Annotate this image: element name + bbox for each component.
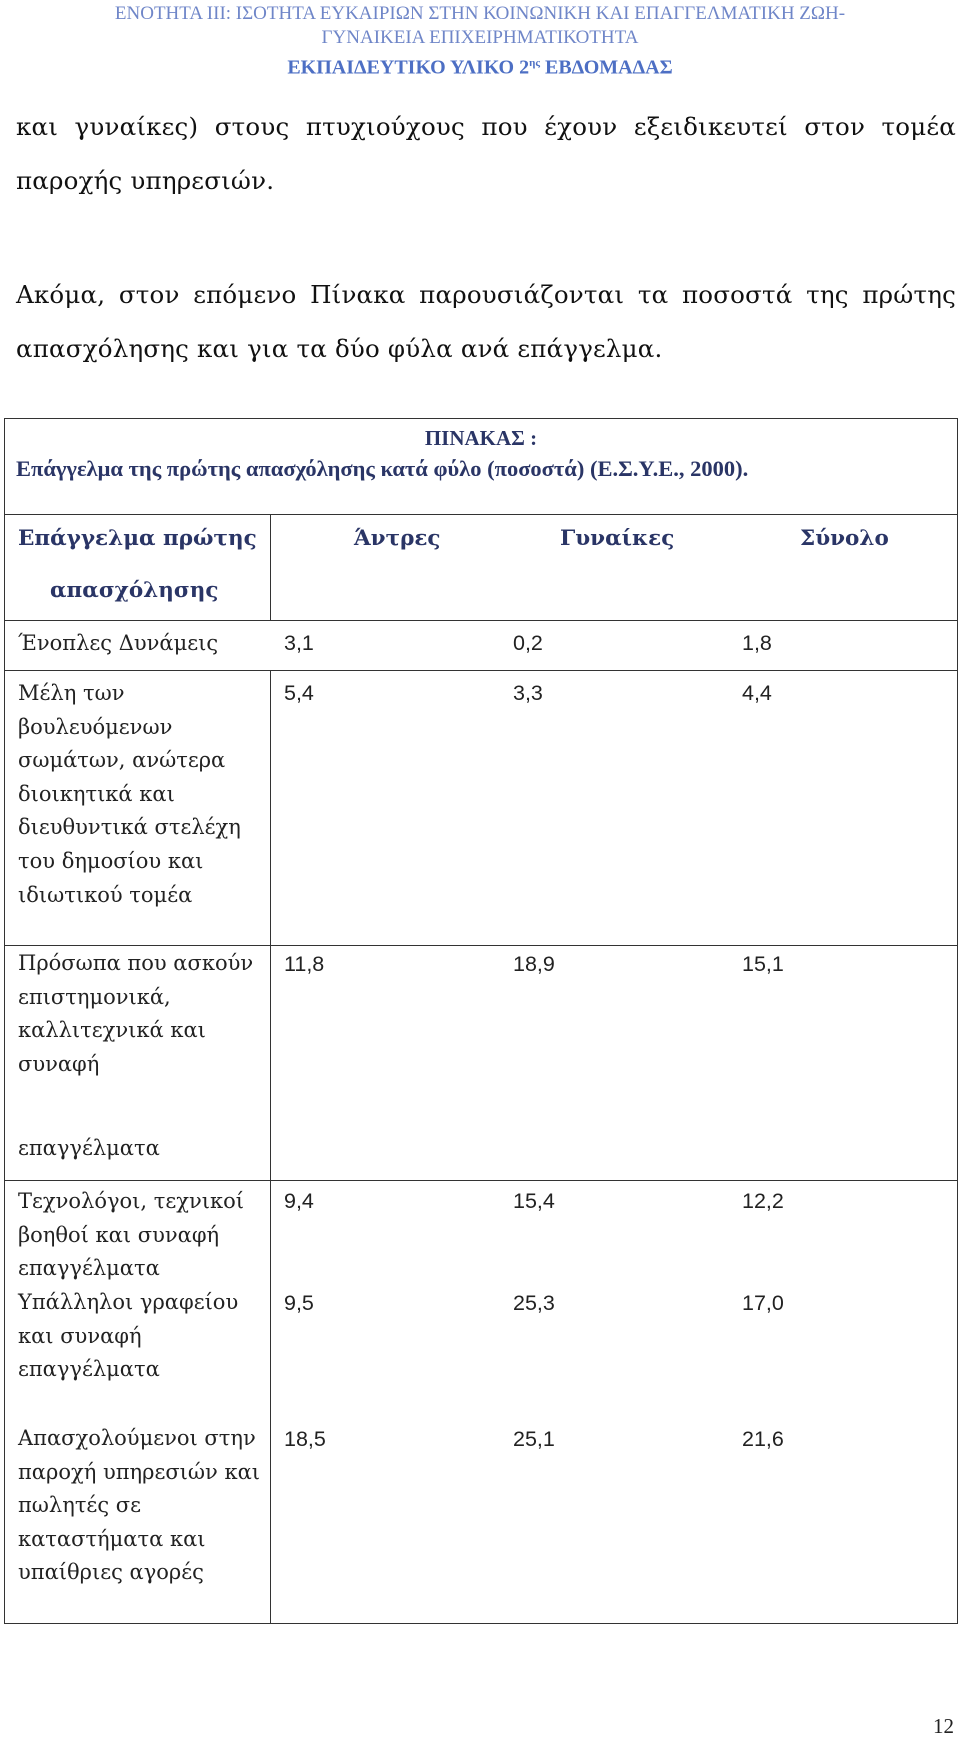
table-column-rule (270, 514, 271, 620)
table-rule (4, 620, 958, 621)
cell-women: 25,3 (513, 1291, 555, 1315)
cell-total: 17,0 (742, 1291, 784, 1315)
body-paragraph-2: Ακόμα, στον επόμενο Πίνακα παρουσιάζονται τα ποσοστά της πρώτης απασχόλησης και για τα δύο φύλα ανά επάγγελμα. (16, 280, 956, 363)
cell-total: 21,6 (742, 1427, 784, 1451)
cell-men: 9,5 (284, 1291, 314, 1315)
row-label: Ένοπλες Δυνάμεις (18, 631, 219, 655)
cell-men: 5,4 (284, 681, 314, 705)
cell-men: 11,8 (284, 952, 325, 976)
header-line-3 (0, 51, 960, 80)
cell-women: 0,2 (513, 631, 543, 655)
row-label: Υπάλληλοι γραφείου και συναφή επαγγέλματα (18, 1290, 239, 1382)
cell-women: 18,9 (513, 952, 555, 976)
cell-total: 4,4 (742, 681, 772, 705)
header-men: Άντρες (354, 526, 441, 551)
row-label: Πρόσωπα που ασκούν επιστημονικά, καλλιτεχνικά και συναφή (18, 951, 254, 1076)
header-line-1: ΕΝΟΤΗΤΑ ΙΙΙ: ΙΣΟΤΗΤΑ ΕΥΚΑΙΡΙΩΝ ΣΤΗΝ ΚΟΙΝΩΝΙΚΗ ΚΑΙ ΕΠΑΓΓΕΛΜΑΤΙΚΗ ΖΩΗ- (114, 3, 846, 24)
cell-total: 1,8 (742, 631, 772, 655)
body-paragraph-1: και γυναίκες) στους πτυχιούχους που έχουν εξειδικευτεί στον τομέα παροχής υπηρεσιών. (16, 112, 956, 195)
table-rule (4, 514, 958, 515)
cell-total: 15,1 (742, 952, 784, 976)
cell-men: 9,4 (284, 1189, 314, 1213)
header-line-3-end: ΕΒΔΟΜΑΔΑΣ (539, 56, 673, 79)
row-label: Απασχολούμενοι στην παροχή υπηρεσιών και πωλητές σε καταστήματα και υπαίθριες αγορές (18, 1426, 261, 1585)
header-line-2: ΓΥΝΑΙΚΕΙΑ ΕΠΙΧΕΙΡΗΜΑΤΙΚΟΤΗΤΑ (321, 27, 639, 48)
table-rule (4, 670, 958, 671)
table-rule (4, 945, 958, 946)
row-label: Μέλη των βουλευόμενων σωμάτων, ανώτερα διοικητικά και διευθυντικά στελέχη του δημοσίου και ιδιωτικού τομέα (18, 681, 241, 907)
table-caption-subtitle: Επάγγελμα της πρώτης απασχόλησης κατά φύλο (ποσοστά) (Ε.Σ.Υ.Ε., 2000). (16, 456, 749, 481)
header-women: Γυναίκες (560, 526, 675, 551)
cell-women: 3,3 (513, 681, 543, 705)
table-caption-title: ΠΙΝΑΚΑΣ : (424, 426, 538, 450)
page-number: 12 (933, 1714, 954, 1738)
cell-men: 3,1 (284, 631, 314, 655)
header-line-3-main: ΕΚΠΑΙΔΕΥΤΙΚΟ ΥΛΙΚΟ 2 (287, 56, 530, 79)
cell-total: 12,2 (742, 1189, 784, 1213)
row-label-continued: επαγγέλματα (18, 1136, 160, 1160)
table-rule (4, 1180, 958, 1181)
header-occupation-line2: απασχόλησης (50, 578, 219, 603)
header-total: Σύνολο (800, 526, 889, 551)
cell-women: 15,4 (513, 1189, 555, 1213)
header-occupation-line1: Επάγγελμα πρώτης (18, 526, 257, 551)
cell-men: 18,5 (284, 1427, 326, 1451)
row-label: Τεχνολόγοι, τεχνικοί βοηθοί και συναφή επαγγέλματα (18, 1189, 244, 1281)
cell-women: 25,1 (513, 1427, 555, 1451)
header-line-3-sup: ης (529, 57, 540, 69)
